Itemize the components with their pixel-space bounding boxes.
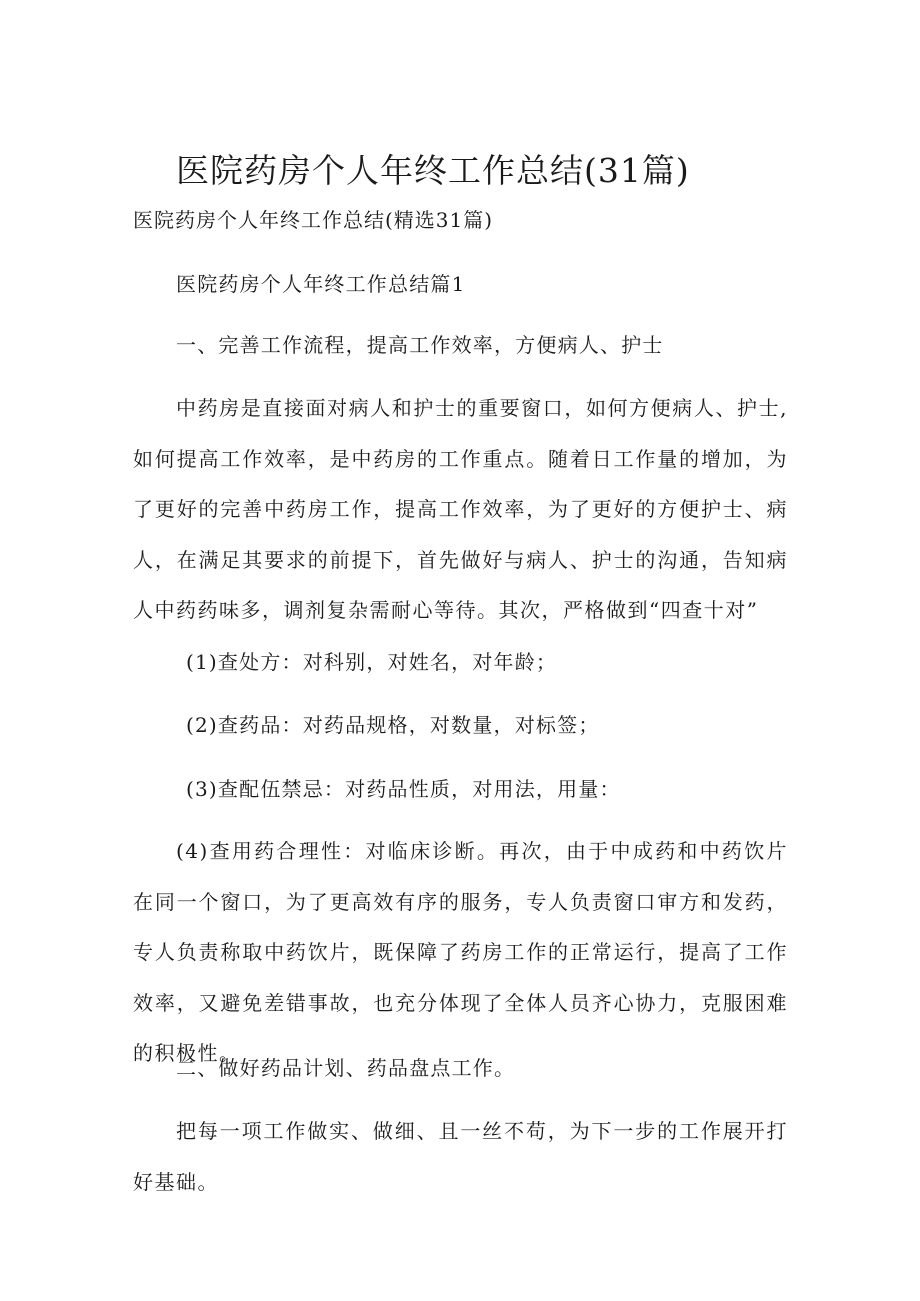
- check-item-1: (1)查处方：对科别，对姓名，对年龄；: [186, 650, 558, 674]
- document-subtitle: 医院药房个人年终工作总结(精选31篇): [133, 208, 494, 232]
- section-1-paragraph: 中药房是直接面对病人和护士的重要窗口，如何方便病人、护士,如何提高工作效率，是中药房的工作重点。随着日工作量的增加，为了更好的完善中药房工作，提高工作效率，为了更好的方便护士、病人，在满足其要求的前提下，首先做好与病人、护士的沟通，告知病人中药药味多，调剂复杂需耐心等待。其次，严格做到“四查十对”: [133, 396, 788, 622]
- section-1-heading: 一、完善工作流程，提高工作效率，方便病人、护士: [176, 333, 664, 357]
- document-title: 医院药房个人年终工作总结(31篇): [176, 151, 690, 190]
- section-2-paragraph: 把每一项工作做实、做细、且一丝不苟，为下一步的工作展开打好基础。: [133, 1119, 788, 1194]
- check-item-2: (2)查药品：对药品规格，对数量，对标签；: [186, 713, 600, 737]
- check-item-4-paragraph: (4)查用药合理性：对临床诊断。再次，由于中成药和中药饮片在同一个窗口，为了更高效有序的服务，专人负责窗口审方和发药，专人负责称取中药饮片，既保障了药房工作的正常运行，提高了工作效率，又避免差错事故，也充分体现了全体人员齐心协力，克服困难的积极性。: [133, 839, 788, 1065]
- section-2-heading: 二、做好药品计划、药品盘点工作。: [176, 1056, 516, 1080]
- chapter-heading: 医院药房个人年终工作总结篇1: [176, 272, 466, 296]
- check-item-3: (3)查配伍禁忌：对药品性质，对用法，用量：: [186, 777, 621, 801]
